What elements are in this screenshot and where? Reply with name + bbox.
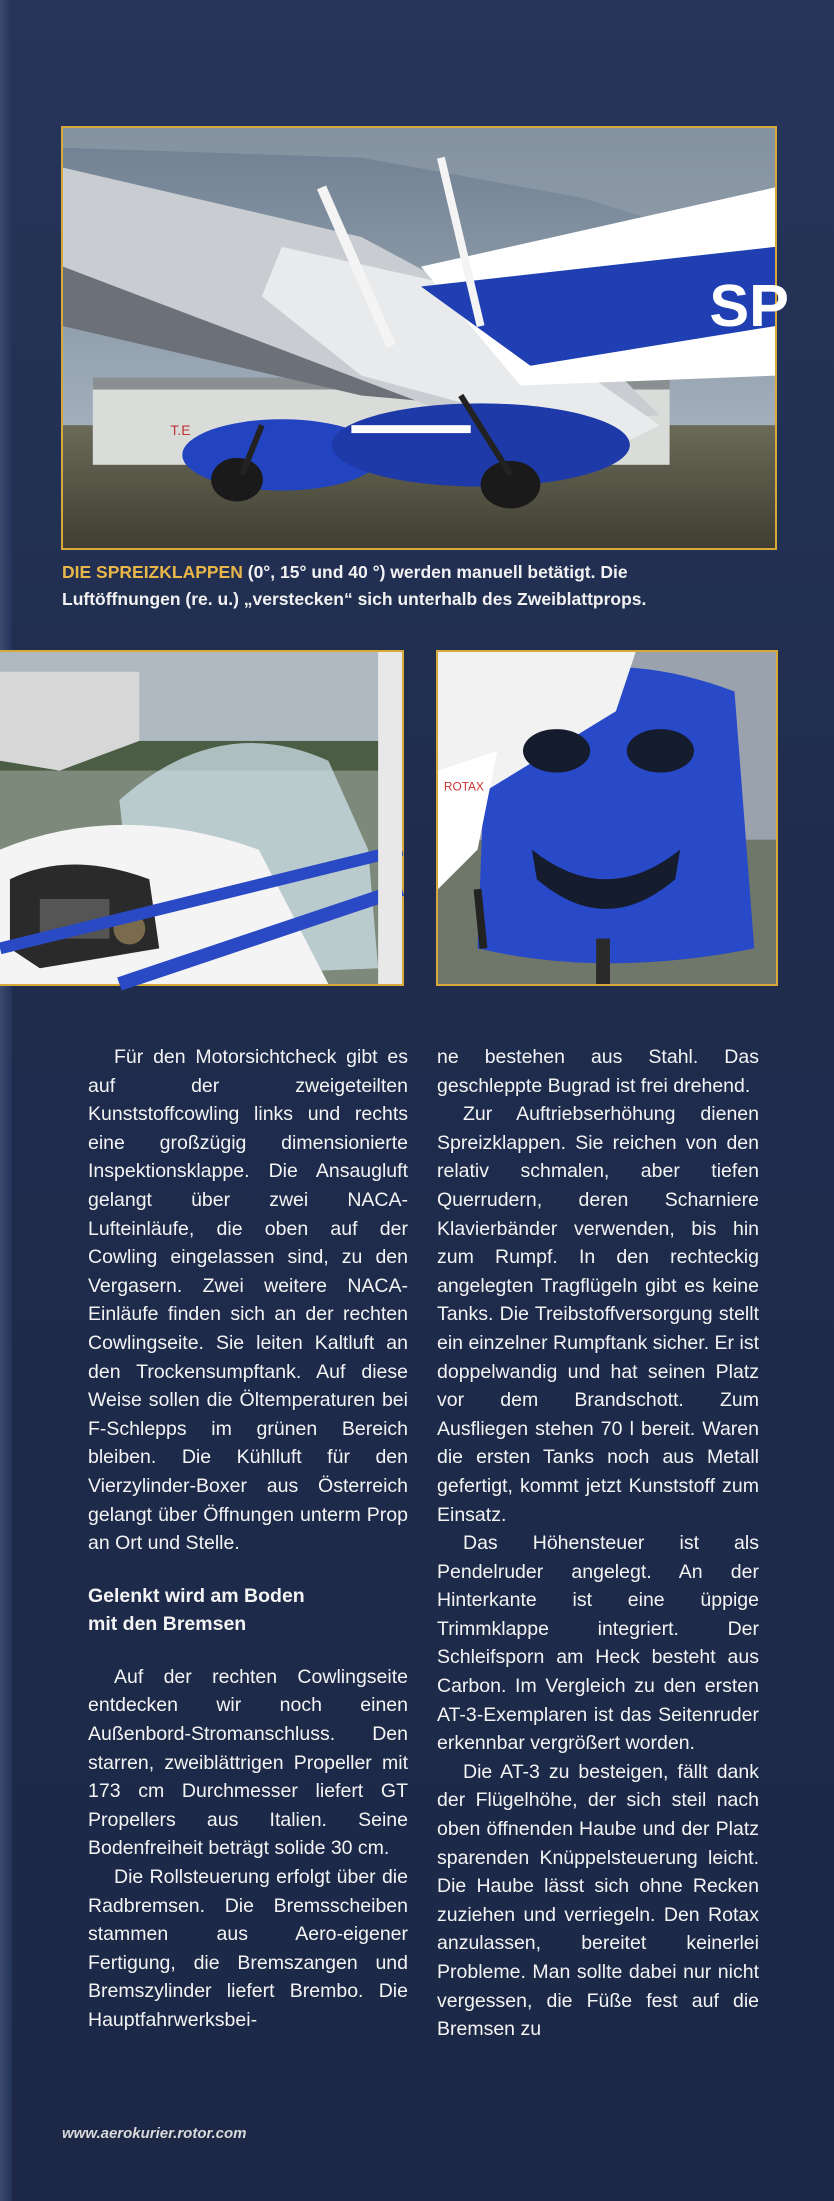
engine-brand-label: ROTAX [443,779,484,794]
footer-url: www.aerokurier.rotor.com [62,2125,247,2142]
hangar-sign: T.E [170,422,191,439]
subheading-line2: mit den Bremsen [88,1613,247,1636]
wing-flaps-illustration [63,128,789,548]
registration-letters: SP [709,272,789,340]
text-column-right [437,1043,759,2044]
photo-wing-flaps [61,126,789,550]
caption-line1: (0°, 15° und 40 °) werden manuell betätigt. Die [242,562,628,582]
photo-cockpit-engine [0,650,404,986]
paragraph-rollsteuerung: Die Rollsteuerung erfolgt über die Radbremsen. Die Bremsscheiben stammen aus Aero-eigener Fertigung, die Bremszangen und Bremszylinder liefert Brembo. Die Hauptfahrwerksbei- [88,1866,408,2031]
paragraph-fahrwerk: ne bestehen aus Stahl. Das geschleppte Bugrad ist frei drehend. [437,1046,759,1097]
cowling-front-illustration [438,652,776,984]
photo-cowling-front [436,650,778,986]
caption-line2: Luftöffnungen (re. u.) „verstecken“ sich unterhalb des Zweiblattprops. [62,589,647,609]
cockpit-engine-illustration [0,652,402,984]
paragraph-besteigen: Die AT-3 zu besteigen, fällt dank der Flügelhöhe, der sich steil nach oben öffnenden Haube und der Platz sparenden Knüppelsteuerung leicht. Die Haube lässt sich ohne Recken zuziehen und verriegeln. Den Rotax anzulassen, bereitet keinerlei Probleme. Man sollte dabei nur nicht vergessen, die Füße fest auf die Bremsen zu [437,1760,759,2041]
subheading-line1: Gelenkt wird am Boden [88,1584,305,1607]
paragraph-auftrieb: Zur Auftriebserhöhung dienen Spreizklappen. Sie reichen von den relativ schmalen, aber tiefen Querrudern, deren Scharniere Klavierbänder verwenden, bis hin zum Rumpf. In den rechteckig angelegten Tragflügeln gibt es keine Tanks. Die Treibstoffversorgung stellt ein einzelner Rumpftank sicher. Er ist doppelwandig und hat seinen Platz vor dem Brandschott. Zum Ausfliegen stehen 70 l bereit. Waren die ersten Tanks noch aus Metall gefertigt, kommt jetzt Kunststoff zum Einsatz. [437,1103,759,1526]
page-edge-strip [0,0,12,2201]
photo-caption [62,559,782,613]
text-column-left [88,1043,408,2035]
paragraph-spacer [88,1558,408,1582]
paragraph-spacer [88,1639,408,1663]
caption-highlight: DIE SPREIZKLAPPEN [62,562,243,582]
paragraph-stromanschluss: Auf der rechten Cowlingseite entdecken wir noch einen Außenbord-Stromanschluss. Den starren, zweiblättrigen Propeller mit 173 cm Durchmesser liefert GT Propellers aus Italien. Seine Bodenfreiheit beträgt solide 30 cm. [88,1665,408,1860]
paragraph-motorsichtcheck: Für den Motorsichtcheck gibt es auf der zweigeteilten Kunststoffcowling links und rechts eine großzügig dimensionierte Inspektionsklappe. Die Ansaugluft gelangt über zwei NACA-Lufteinläufe, die oben auf der Cowling eingelassen sind, zu den Vergasern. Zwei weitere NACA-Einläufe finden sich an der rechten Cowlingseite. Sie leiten Kaltluft an den Trockensumpftank. Auf diese Weise sollen die Öltemperaturen bei F-Schlepps im grünen Bereich bleiben. Die Kühlluft für den Vierzylinder-Boxer aus Österreich gelangt über Öffnungen unterm Prop an Ort und Stelle. [88,1046,408,1555]
paragraph-hoehensteuer: Das Höhensteuer ist als Pendelruder angelegt. An der Hinterkante ist eine üppige Trimmklappe integriert. Der Schleifsporn am Heck besteht aus Carbon. Im Vergleich zu den ersten AT-3-Exemplaren ist das Seitenruder erkennbar vergrößert worden. [437,1532,759,1755]
